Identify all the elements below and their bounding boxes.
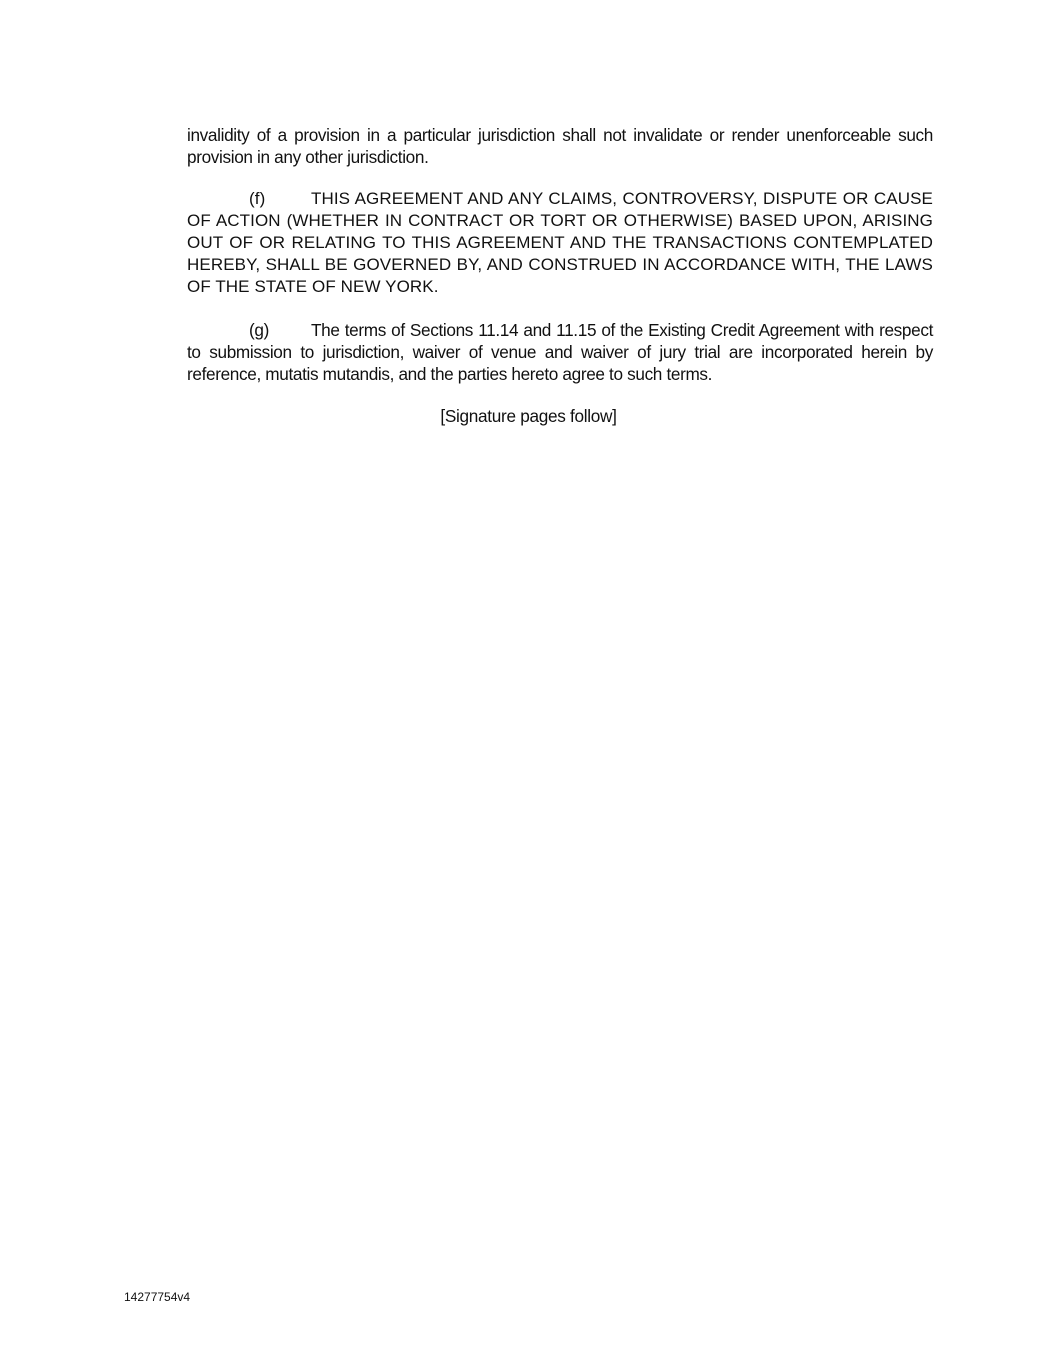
signature-pages-note: [Signature pages follow] [440, 406, 617, 426]
paragraph-f-text: THIS AGREEMENT AND ANY CLAIMS, CONTROVERSY, DISPUTE OR CAUSE OF ACTION (WHETHER IN CONTRACT OR TORT OR OTHERWISE) BASED UPON, ARISING OUT OF OR RELATING TO THIS AGREEMENT AND THE TRANSACTIONS CONTEMPLATED HEREBY, SHALL BE GOVERNED BY, AND CONSTRUED IN ACCORDANCE WITH, THE LAWS OF THE STATE OF NEW YORK. [187, 189, 933, 296]
document-id-footer: 14277754v4 [124, 1290, 191, 1304]
paragraph-continuation-text: invalidity of a provision in a particular jurisdiction shall not invalidate or render unenforceable such provision in any other jurisdiction. [187, 125, 933, 167]
paragraph-continuation [187, 124, 933, 168]
paragraph-f-marker: (f) [249, 189, 266, 208]
paragraph-g-marker: (g) [249, 320, 269, 340]
paragraph-g [187, 319, 933, 385]
paragraph-g-text: The terms of Sections 11.14 and 11.15 of the Existing Credit Agreement with respect to submission to jurisdiction, waiver of venue and waiver of jury trial are incorporated herein by reference, mutatis mutandis, and the parties hereto agree to such terms. [187, 320, 933, 384]
paragraph-f [187, 188, 933, 298]
